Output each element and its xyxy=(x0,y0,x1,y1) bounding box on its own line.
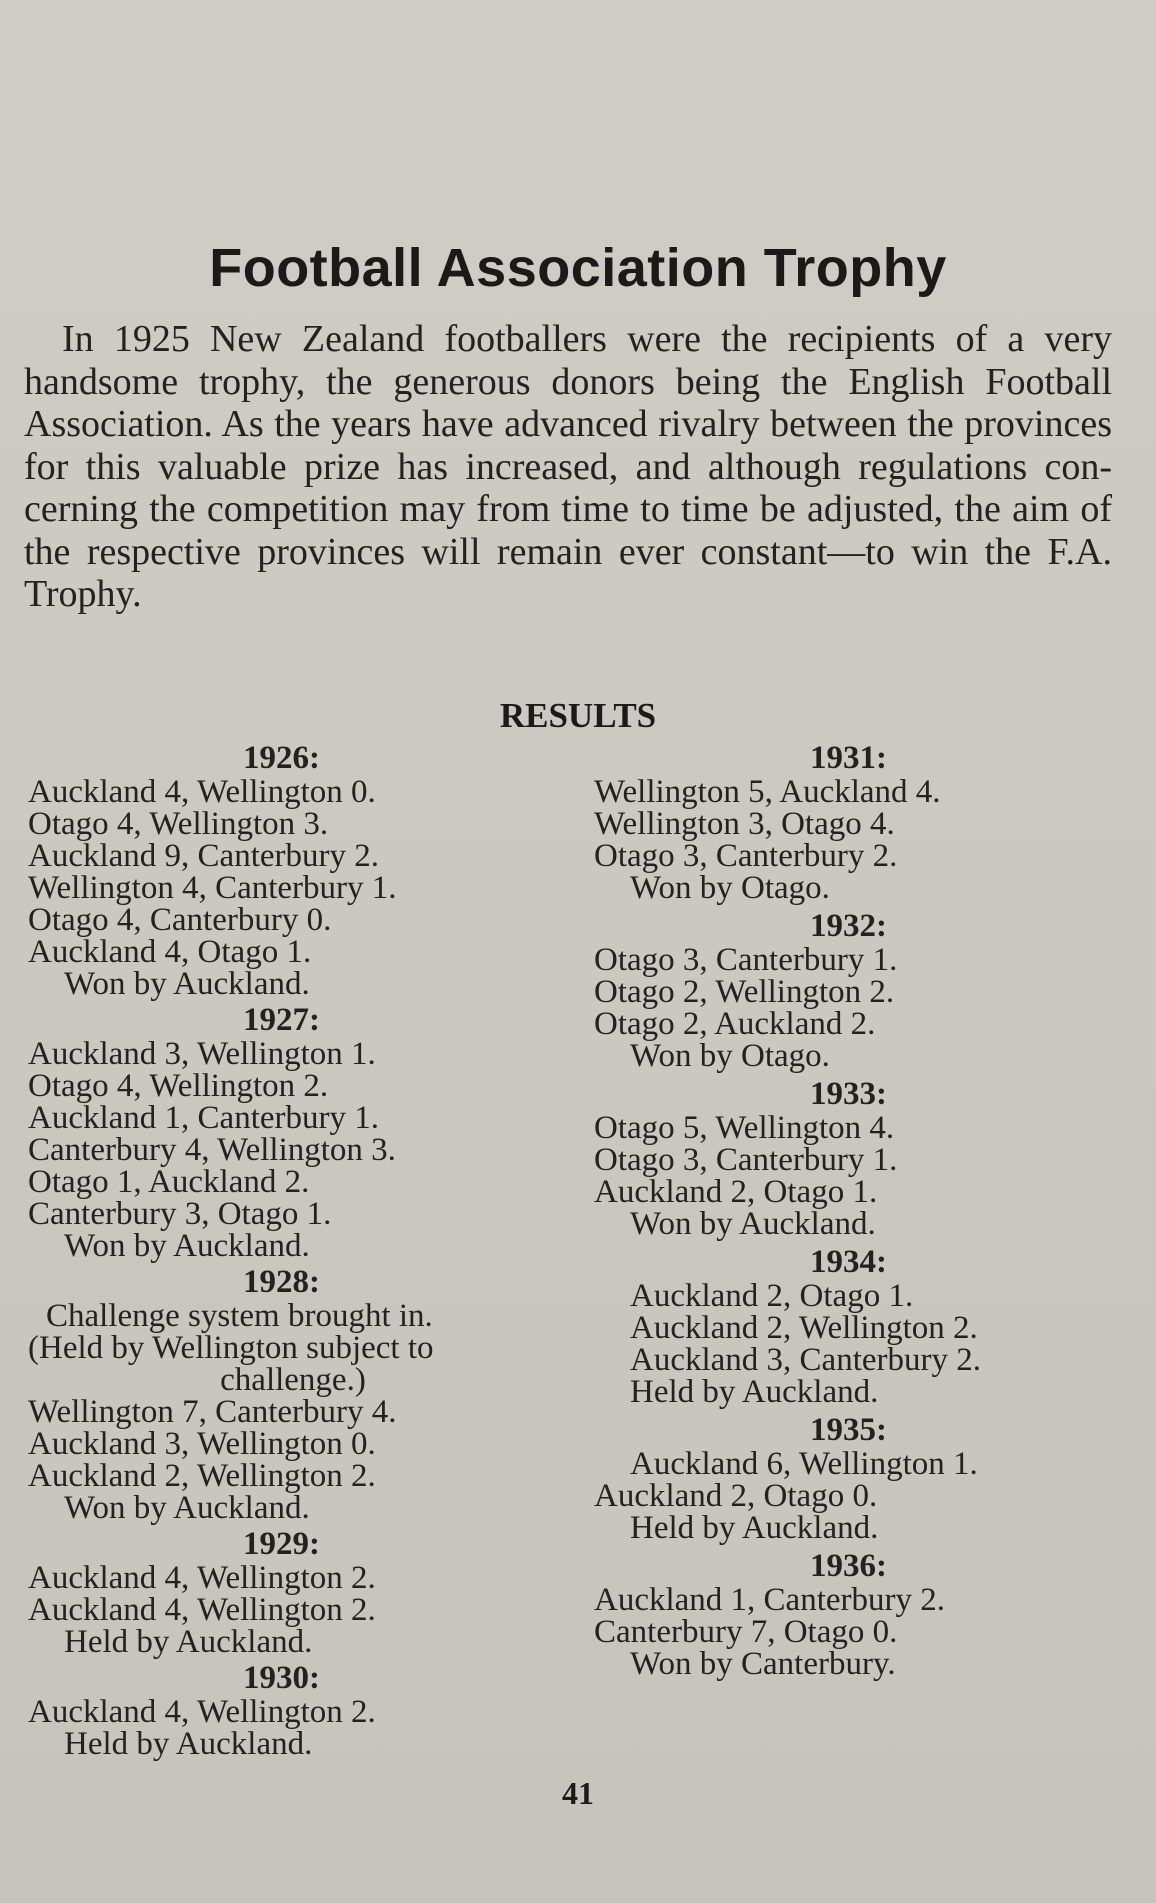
match-result: Canterbury 3, Otago 1. xyxy=(28,1196,332,1232)
match-result: Auckland 2, Otago 0. xyxy=(594,1478,878,1514)
results-right-column xyxy=(594,740,1094,1680)
match-result: Auckland 4, Wellington 0. xyxy=(28,774,376,810)
match-result: Canterbury 7, Otago 0. xyxy=(594,1614,898,1650)
season-note: challenge.) xyxy=(220,1362,366,1398)
year-heading: 1927: xyxy=(243,1002,320,1038)
intro-paragraph: In 1925 New Zealand footballers were the recipients of a very handsome trophy, the generous donors being the English Football Association. As the years have advanced rivalry between the provinces for this valuable prize has increased, and although regulations concerning the competition may from time to time be adjusted, the aim of the respective provinces will remain ever constant—to win the F.A. Trophy. xyxy=(24,318,1112,615)
results-heading: RESULTS xyxy=(499,696,657,735)
match-result: Otago 3, Canterbury 1. xyxy=(594,1142,898,1178)
season-outcome: Held by Auckland. xyxy=(630,1374,879,1410)
season-outcome: Won by Auckland. xyxy=(630,1206,876,1242)
year-heading: 1928: xyxy=(243,1264,320,1300)
match-result: Auckland 4, Wellington 2. xyxy=(28,1694,376,1730)
match-result: Otago 4, Wellington 2. xyxy=(28,1068,329,1104)
year-heading: 1929: xyxy=(243,1526,320,1562)
year-block-1926 xyxy=(28,742,568,1000)
year-heading: 1935: xyxy=(810,1412,887,1448)
match-result: Auckland 2, Otago 1. xyxy=(594,1174,878,1210)
match-result: Auckland 3, Canterbury 2. xyxy=(630,1342,981,1378)
season-outcome: Won by Auckland. xyxy=(64,1228,310,1264)
match-result: Auckland 2, Wellington 2. xyxy=(630,1310,978,1346)
year-block-1933 xyxy=(594,1078,1094,1240)
season-outcome: Held by Auckland. xyxy=(64,1726,313,1762)
year-block-1930 xyxy=(28,1662,568,1760)
year-block-1935 xyxy=(594,1414,1094,1544)
year-block-1936 xyxy=(594,1550,1094,1680)
match-result: Auckland 4, Otago 1. xyxy=(28,934,312,970)
season-outcome: Won by Otago. xyxy=(630,1038,830,1074)
match-result: Canterbury 4, Wellington 3. xyxy=(28,1132,396,1168)
page-number: 41 xyxy=(562,1775,594,1811)
match-result: Auckland 1, Canterbury 1. xyxy=(28,1100,379,1136)
year-heading: 1930: xyxy=(243,1660,320,1696)
season-note: (Held by Wellington subject to xyxy=(28,1330,434,1366)
match-result: Auckland 1, Canterbury 2. xyxy=(594,1582,945,1618)
match-result: Auckland 3, Wellington 0. xyxy=(28,1426,376,1462)
year-heading: 1934: xyxy=(810,1244,887,1280)
year-heading: 1931: xyxy=(810,740,887,776)
year-heading: 1932: xyxy=(810,908,887,944)
match-result: Wellington 5, Auckland 4. xyxy=(594,774,941,810)
year-heading: 1926: xyxy=(243,740,320,776)
page-title: Football Association Trophy xyxy=(209,238,947,298)
year-block-1932 xyxy=(594,910,1094,1072)
match-result: Auckland 3, Wellington 1. xyxy=(28,1036,376,1072)
match-result: Otago 4, Canterbury 0. xyxy=(28,902,332,938)
year-block-1929 xyxy=(28,1528,568,1658)
match-result: Auckland 2, Otago 1. xyxy=(630,1278,914,1314)
season-outcome: Won by Auckland. xyxy=(64,966,310,1002)
season-outcome: Held by Auckland. xyxy=(64,1624,313,1660)
match-result: Auckland 2, Wellington 2. xyxy=(28,1458,376,1494)
match-result: Wellington 3, Otago 4. xyxy=(594,806,895,842)
match-result: Otago 3, Canterbury 1. xyxy=(594,942,898,978)
match-result: Otago 1, Auckland 2. xyxy=(28,1164,310,1200)
year-block-1931 xyxy=(594,742,1094,904)
match-result: Otago 2, Auckland 2. xyxy=(594,1006,876,1042)
year-heading: 1933: xyxy=(810,1076,887,1112)
match-result: Otago 2, Wellington 2. xyxy=(594,974,895,1010)
match-result: Otago 5, Wellington 4. xyxy=(594,1110,895,1146)
match-result: Auckland 9, Canterbury 2. xyxy=(28,838,379,874)
match-result: Auckland 6, Wellington 1. xyxy=(630,1446,978,1482)
season-outcome: Won by Otago. xyxy=(630,870,830,906)
year-block-1927 xyxy=(28,1004,568,1262)
year-block-1934 xyxy=(594,1246,1094,1408)
season-outcome: Won by Auckland. xyxy=(64,1490,310,1526)
season-outcome: Held by Auckland. xyxy=(630,1510,879,1546)
match-result: Auckland 4, Wellington 2. xyxy=(28,1592,376,1628)
match-result: Wellington 4, Canterbury 1. xyxy=(28,870,397,906)
season-note: Challenge system brought in. xyxy=(46,1298,433,1334)
year-heading: 1936: xyxy=(810,1548,887,1584)
year-block-1928 xyxy=(28,1266,568,1524)
match-result: Otago 4, Wellington 3. xyxy=(28,806,329,842)
match-result: Auckland 4, Wellington 2. xyxy=(28,1560,376,1596)
results-left-column xyxy=(28,740,568,1760)
season-outcome: Won by Canterbury. xyxy=(630,1646,896,1682)
match-result: Wellington 7, Canterbury 4. xyxy=(28,1394,397,1430)
match-result: Otago 3, Canterbury 2. xyxy=(594,838,898,874)
